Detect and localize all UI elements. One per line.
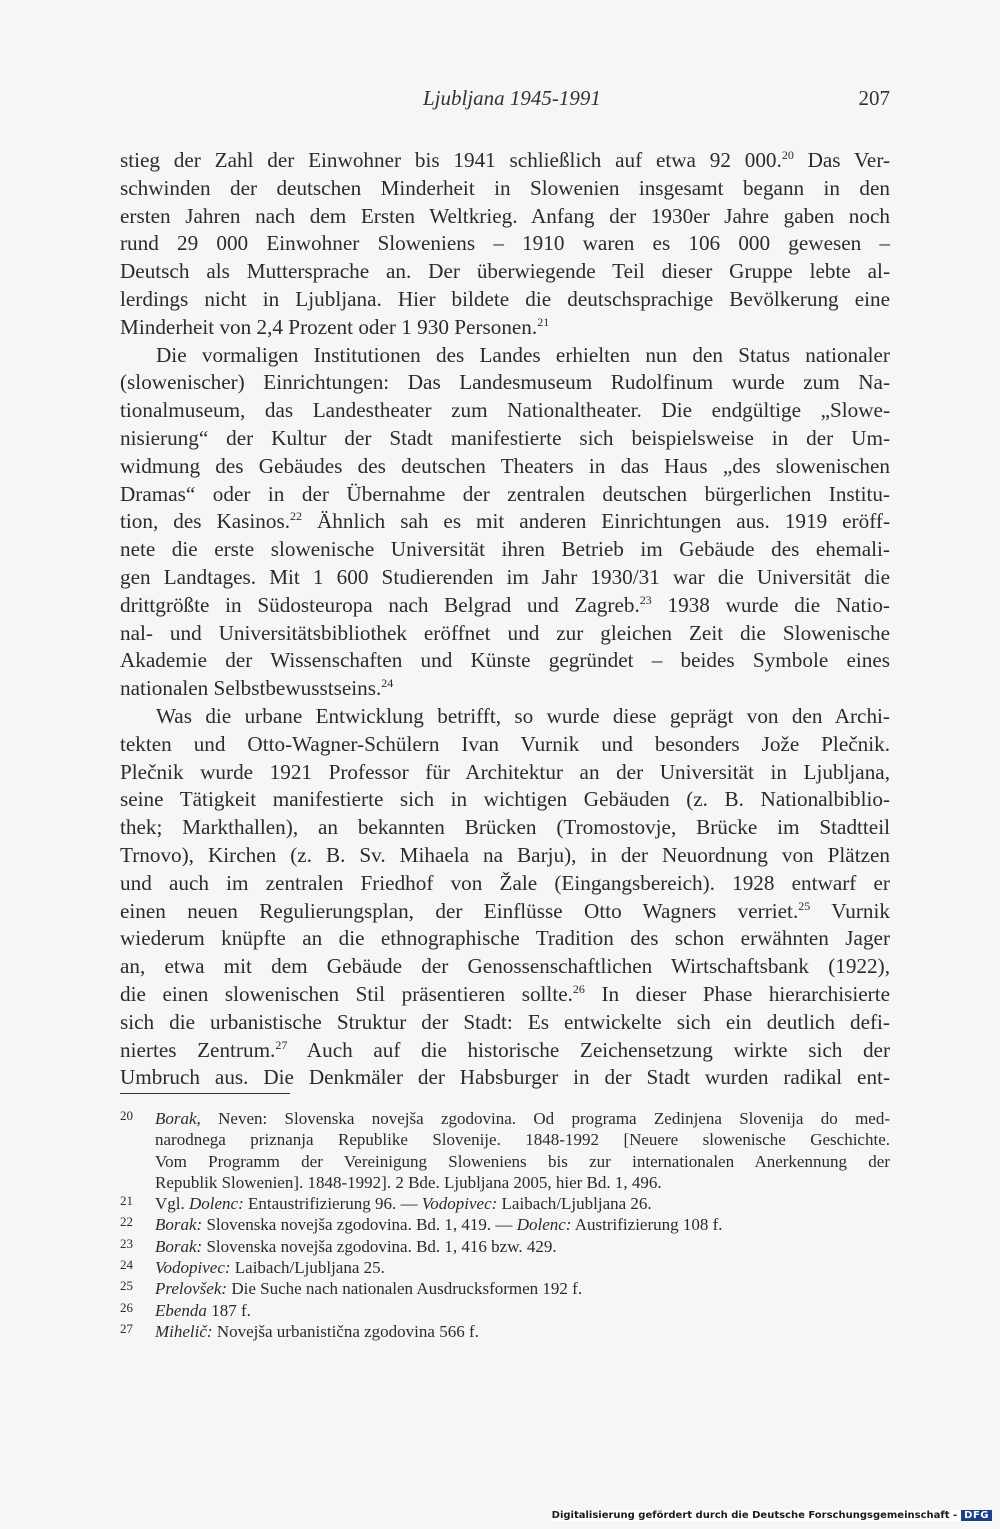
text-line: Dramas“ oder in der Übernahme der zentralen deutschen bürgerlichen Institu-: [120, 481, 890, 506]
running-title: Ljubljana 1945-1991: [423, 86, 601, 110]
footnote-ref: 24: [381, 676, 394, 691]
text-line: tionalmuseum, das Landestheater zum Nationaltheater. Die endgültige „Slowe-: [120, 398, 890, 423]
text-line: Trnovo), Kirchen (z. B. Sv. Mihaela na Barju), in der Neuordnung von Plätzen: [120, 842, 890, 867]
footnote: [120, 1108, 890, 1193]
footnote-ref: 20: [781, 147, 794, 162]
page-number: 207: [858, 86, 890, 110]
body-text: [120, 147, 890, 1092]
text-line: die einen slowenischen Stil präsentieren sollte.$^{26}$ In dieser Phase hierarchisierte: [120, 981, 890, 1006]
author-name: Dolenc:: [516, 1215, 572, 1235]
footnote: [120, 1193, 890, 1214]
author-name: Prelovšek:: [155, 1279, 228, 1299]
footnote-ref: 27: [275, 1037, 288, 1052]
text-line: nal- und Universitätsbibliothek eröffnet und zur gleichen Zeit die Slowenische: [120, 620, 890, 645]
footnote-ref: 25: [798, 898, 811, 913]
text-line: widmung des Gebäudes des deutschen Theaters in das Haus „des slowenischen: [120, 453, 890, 478]
footnote-line: Prelovšek: Die Suche nach nationalen Ausdrucksformen 192 f.: [155, 1279, 583, 1299]
footnote-number: 24: [120, 1257, 133, 1273]
footnote-ref: 23: [639, 592, 652, 607]
footnote-line: Borak: Slovenska novejša zgodovina. Bd. 1, 416 bzw. 429.: [155, 1236, 557, 1256]
text-line: einen neuen Regulierungsplan, der Einflüsse Otto Wagners verriet.$^{25}$ Vurnik: [120, 898, 890, 923]
footnote-number: 25: [120, 1278, 133, 1294]
text-line: gen Landtages. Mit 1 600 Studierenden im Jahr 1930/31 war die Universität die: [120, 564, 890, 589]
text-line: wiederum knüpfte an die ethnographische Tradition des schon erwähnten Jager: [120, 926, 890, 951]
footnote-number: 20: [120, 1108, 133, 1123]
footnote-line: Ebenda 187 f.: [155, 1300, 251, 1320]
footnote: [120, 1300, 890, 1321]
text-line: nisierung“ der Kultur der Stadt manifestierte sich beispielsweise in der Um-: [120, 425, 890, 450]
text-line: stieg der Zahl der Einwohner bis 1941 schließlich auf etwa 92 000.20 Das Ver-: [120, 147, 891, 172]
author-name: Vodopivec:: [155, 1258, 231, 1278]
author-name: Mihelič:: [155, 1321, 213, 1341]
text-line: seine Tätigkeit manifestierte sich in wichtigen Gebäuden (z. B. Nationalbiblio-: [120, 787, 890, 812]
text-line: (slowenischer) Einrichtungen: Das Landesmuseum Rudolfinum wurde zum Na-: [120, 370, 890, 395]
footnotes: [120, 1108, 890, 1342]
text-line: nete die erste slowenische Universität ihren Betrieb im Gebäude des ehemali-: [120, 537, 890, 562]
footnote-number: 26: [120, 1299, 133, 1315]
page-header: [120, 86, 890, 116]
text-line: thek; Markthallen), an bekannten Brücken (Tromostovje, Brücke im Stadtteil: [120, 815, 890, 840]
footnote-line: Vgl. Dolenc: Entaustrifizierung 96. — Vodopivec: Laibach/Ljubljana 26.: [155, 1194, 652, 1214]
footnote-line: narodnega priznanja Republike Slovenije. 1848-1992 [Neuere slowenische Geschichte.: [155, 1130, 890, 1150]
footnote: [120, 1214, 890, 1235]
footnote-number: 23: [120, 1235, 133, 1251]
footnote-line: Borak: Slovenska novejša zgodovina. Bd. 1, 419. — Dolenc: Austrifizierung 108 f.: [155, 1215, 723, 1235]
text-line: tion, des Kasinos.$^{22}$ Ähnlich sah es mit anderen Einrichtungen aus. 1919 eröff-: [120, 509, 890, 534]
text-line: ersten Jahren nach dem Ersten Weltkrieg. Anfang der 1930er Jahre gaben noch: [120, 203, 890, 228]
text-line: und auch im zentralen Friedhof von Žale (Eingangsbereich). 1928 entwarf er: [120, 870, 890, 895]
text-line: niertes Zentrum.$^{27}$ Auch auf die historische Zeichensetzung wirkte sich der: [120, 1037, 891, 1062]
paragraph: [120, 703, 890, 1092]
text-line: lerdings nicht in Ljubljana. Hier bildete die deutschsprachige Bevölkerung eine: [120, 286, 890, 311]
author-name: Borak:: [155, 1236, 203, 1256]
paragraph: [120, 147, 890, 342]
author-name: Borak,: [155, 1109, 201, 1128]
text-line: tekten und Otto-Wagner-Schülern Ivan Vurnik und besonders Jože Plečnik.: [120, 731, 890, 756]
footnote-line: Republik Slowenien]. 1848-1992]. 2 Bde. Ljubljana 2005, hier Bd. 1, 496.: [155, 1172, 662, 1192]
author-name: Dolenc:: [189, 1194, 244, 1214]
footnote: [120, 1321, 890, 1342]
footnote-number: 27: [120, 1320, 133, 1336]
footnote-separator: [120, 1093, 290, 1094]
footnote: [120, 1257, 890, 1278]
dfg-logo-icon: DFG: [961, 1510, 992, 1521]
author-name: Vodopivec:: [421, 1194, 498, 1214]
footnote: [120, 1278, 890, 1299]
footnote-line: Vodopivec: Laibach/Ljubljana 25.: [155, 1258, 385, 1278]
text-line: schwinden der deutschen Minderheit in Slowenien insgesamt begann in den: [120, 175, 890, 200]
text-line: Minderheit von 2,4 Prozent oder 1 930 Personen.$^{21}$: [120, 314, 550, 339]
text-line: nationalen Selbstbewusstseins.$^{24}$: [120, 676, 394, 701]
paragraph: [120, 342, 890, 703]
text-line: rund 29 000 Einwohner Sloweniens – 1910 waren es 106 000 gewesen –: [120, 231, 890, 256]
footnote-number: 21: [120, 1193, 133, 1209]
digitization-credit: [552, 1510, 992, 1521]
footnote-ref: 22: [290, 509, 303, 524]
text-line: Plečnik wurde 1921 Professor für Architektur an der Universität in Ljubljana,: [120, 759, 890, 784]
credit-text: Digitalisierung gefördert durch die Deutsche Forschungsgemeinschaft -: [551, 1510, 958, 1521]
text-line: drittgrößte in Südosteuropa nach Belgrad und Zagreb.$^{23}$ 1938 wurde die Natio-: [120, 592, 890, 617]
text-line: Was die urbane Entwicklung betrifft, so wurde diese geprägt von den Archi-: [156, 703, 890, 728]
author-name: Borak:: [155, 1215, 203, 1235]
text-line: Akademie der Wissenschaften und Künste gegründet – beides Symbole eines: [120, 648, 890, 673]
footnote-line: Mihelič: Novejša urbanistična zgodovina 566 f.: [155, 1321, 479, 1341]
footnote: [120, 1236, 890, 1257]
author-name: Ebenda: [155, 1300, 207, 1320]
footnote-ref: 26: [572, 981, 585, 996]
footnote-line: Borak, Neven: Slovenska novejša zgodovina. Od programa Zedinjena Slovenija do med-: [155, 1109, 890, 1128]
text-line: Umbruch aus. Die Denkmäler der Habsburger in der Stadt wurden radikal ent-: [120, 1065, 890, 1090]
footnote-number: 22: [120, 1214, 133, 1230]
text-line: Deutsch als Muttersprache an. Der überwiegende Teil dieser Gruppe lebte al-: [120, 259, 890, 284]
text-line: an, etwa mit dem Gebäude der Genossenschaftlichen Wirtschaftsbank (1922),: [120, 954, 890, 979]
footnote-line: Vom Programm der Vereinigung Sloweniens bis zur internationalen Anerkennung der: [155, 1151, 890, 1171]
text-line: Die vormaligen Institutionen des Landes erhielten nun den Status nationaler: [156, 342, 890, 367]
text-line: sich die urbanistische Struktur der Stadt: Es entwickelte sich ein deutlich defi-: [120, 1009, 890, 1034]
footnote-ref: 21: [537, 314, 550, 329]
